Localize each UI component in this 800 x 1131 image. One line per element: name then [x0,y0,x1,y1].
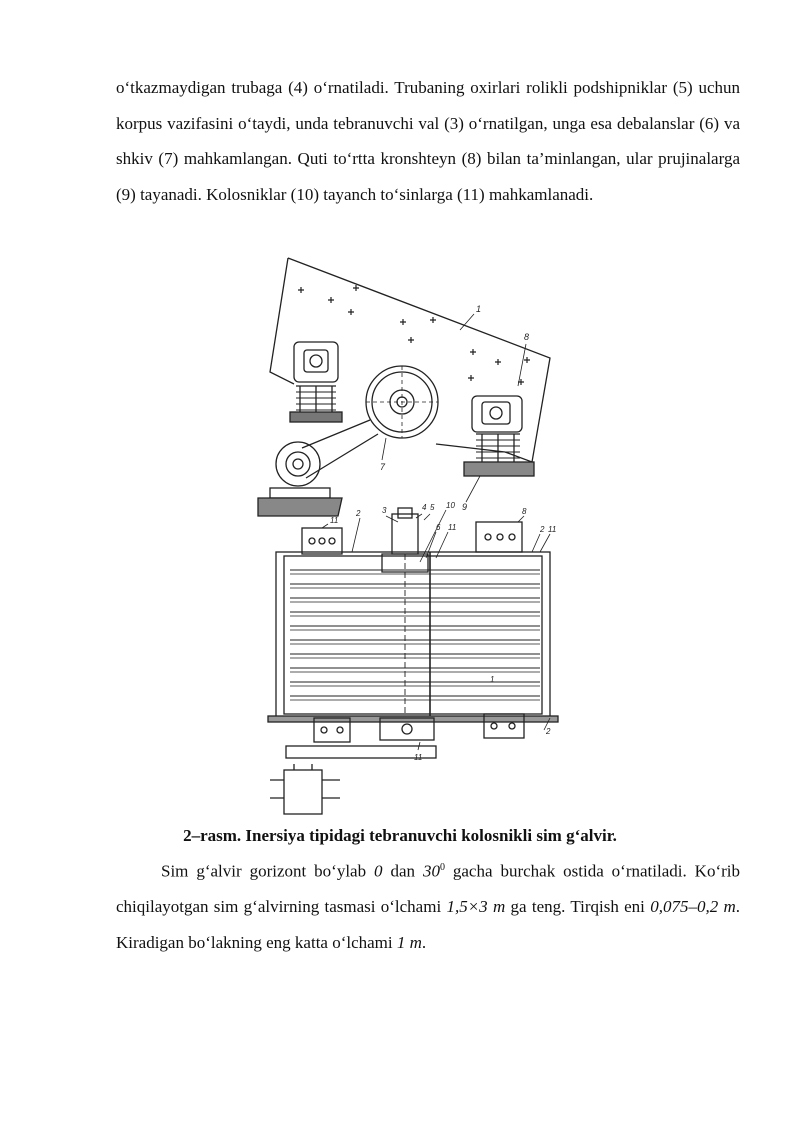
p2-value-angle-min: 0 [374,861,383,881]
technical-drawing [250,252,560,822]
drawing-label-2-b: 2 [540,525,545,534]
drawing-label-10: 10 [446,501,455,510]
drawing-label-3: 3 [382,506,387,515]
p2-value-max-piece: 1 m [396,932,422,952]
drawing-label-2-a: 2 [356,509,361,518]
body-paragraph-1: o‘tkazmaydigan trubaga (4) o‘rnatiladi. Trubaning oxirlari rolikli podshipniklar (5) uchun korpus vazifasini o‘taydi, unda tebranuvchi val (3) o‘rnatilgan, unga esa debalanslar (6) va shkiv (7) mahkamlangan. Quti to‘rtta kronshteyn (8) bilan ta’minlangan, ular prujinalarga (9) tayanadi. Kolosniklar (10) tayanch to‘sinlarga (11) mahkamlanadi. [116,78,740,204]
drawing-label-11-a: 11 [330,516,339,525]
p2-value-slot-width: 0,075–0,2 m [650,897,736,917]
p2-value-belt-size: 1,5×3 m [446,897,506,917]
drawing-label-2-c: 2 [546,727,551,736]
p2-value-angle-max: 30 [422,861,440,881]
drawing-label-5: 5 [430,503,435,512]
drawing-label-11-d: 11 [414,753,423,762]
drawing-label-9: 9 [462,502,468,512]
drawing-label-8-b: 8 [522,507,527,516]
p2-text-4: ga teng. Tirqish eni [505,897,651,917]
screen-drawing-figure [250,252,560,822]
p2-degree-sup: 0 [439,862,445,873]
p2-text-2: dan [382,861,423,881]
p2-text-6: . [421,932,427,952]
p2-text-5: . Kiradigan bo‘lakning eng katta o‘lchami [116,897,740,952]
body-paragraph-2 [116,850,740,960]
drawing-label-1: 1 [476,304,482,314]
drawing-label-11-b: 11 [448,523,457,532]
p2-text-1: Sim g‘alvir gorizont bo‘ylab [161,861,375,881]
drawing-label-8: 8 [524,332,530,342]
p2-text-3: gacha burchak ostida o‘rnatiladi. Ko‘rib chiqilayotgan sim g‘alvirning tasmasi o‘lchami [116,861,740,917]
drawing-label-4: 4 [422,503,427,512]
drawing-label-11-c: 11 [548,525,557,534]
figure-caption: 2–rasm. Inersiya tipidagi tebranuvchi kolosnikli sim g‘alvir. [183,826,617,845]
drawing-label-7: 7 [380,462,386,472]
drawing-label-6: 6 [436,523,441,532]
drawing-label-1-b: 1 [490,675,495,684]
